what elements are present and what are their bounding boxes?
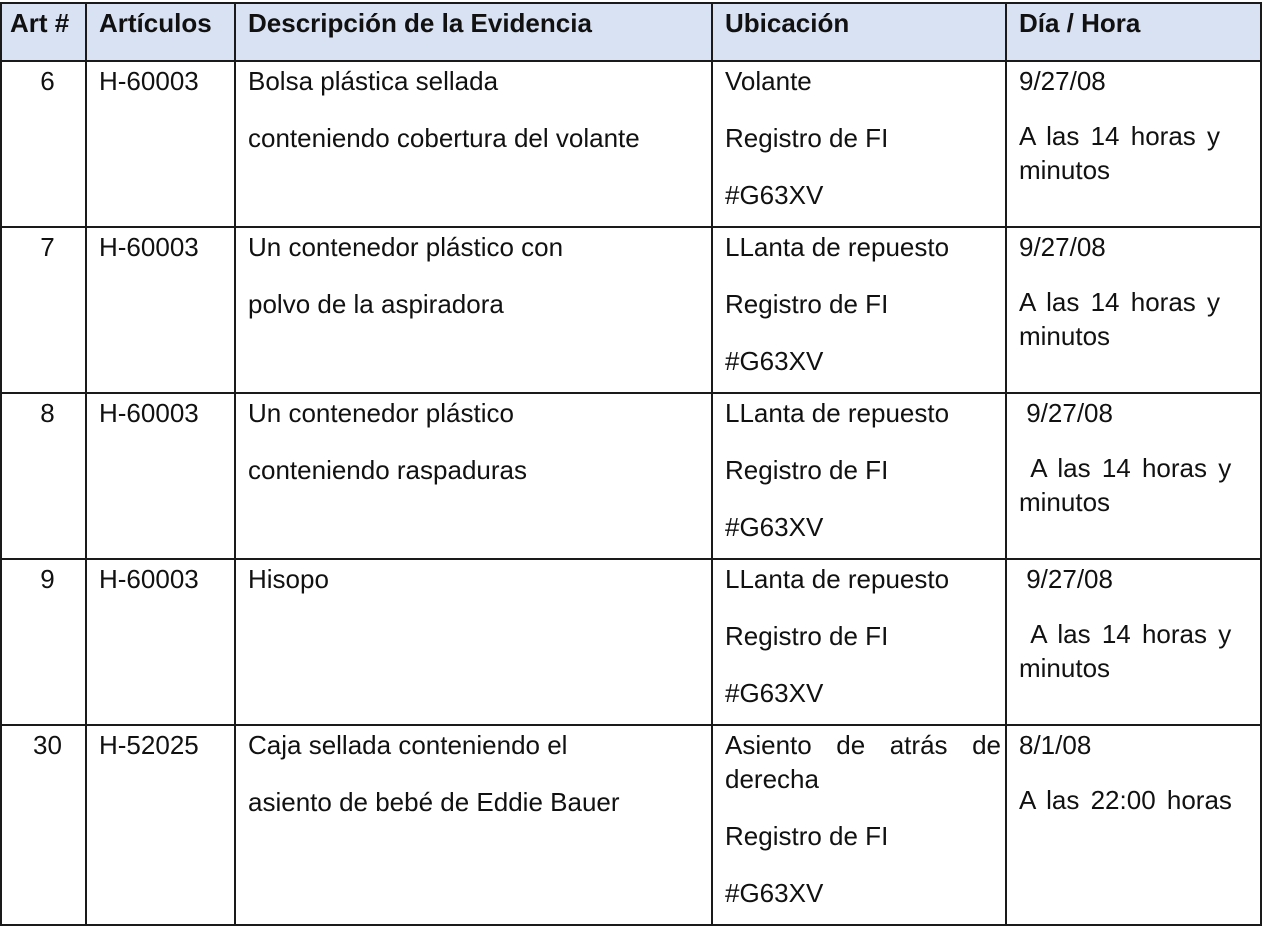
description-line: polvo de la aspiradora [248, 289, 504, 319]
description-line: conteniendo raspaduras [248, 455, 527, 485]
description-line: Bolsa plástica sellada [248, 66, 499, 96]
date-text: 9/27/08 [1019, 564, 1113, 594]
header-date-time: Día / Hora [1006, 3, 1261, 61]
description-cell [235, 393, 712, 559]
time-text: A las 14 horas y minutos [1019, 287, 1220, 351]
item-cell: H-52025 [86, 725, 235, 925]
description-line: conteniendo cobertura del volante [248, 123, 640, 153]
header-location: Ubicación [712, 3, 1006, 61]
location-line: #G63XV [725, 512, 824, 542]
time-text: A las 14 horas y minutos [1019, 619, 1243, 683]
location-line: #G63XV [725, 346, 824, 376]
time-text: A las 14 horas y minutos [1019, 121, 1220, 185]
date-time-cell [1006, 725, 1261, 925]
location-line: Registro de FI [725, 123, 889, 153]
location-line: Volante [725, 66, 812, 96]
date-time-cell [1006, 227, 1261, 393]
location-line: Registro de FI [725, 621, 889, 651]
description-cell [235, 227, 712, 393]
art-number-cell: 7 [1, 227, 86, 393]
location-cell [712, 559, 1006, 725]
evidence-table [0, 2, 1262, 926]
location-cell [712, 61, 1006, 227]
location-line: Registro de FI [725, 289, 889, 319]
date-time-cell [1006, 559, 1261, 725]
location-line: LLanta de repuesto [725, 232, 950, 262]
description-line: Hisopo [248, 564, 329, 594]
header-evidence-description: Descripción de la Evidencia [235, 3, 712, 61]
location-line: Registro de FI [725, 455, 889, 485]
description-cell [235, 725, 712, 925]
art-number-cell: 6 [1, 61, 86, 227]
description-line: Caja sellada conteniendo el [248, 730, 568, 760]
location-line: Asiento de atrás de derecha [725, 730, 1001, 794]
description-cell [235, 559, 712, 725]
date-time-cell [1006, 393, 1261, 559]
date-text: 8/1/08 [1019, 730, 1092, 760]
location-cell [712, 393, 1006, 559]
date-text: 9/27/08 [1019, 398, 1113, 428]
date-text: 9/27/08 [1019, 66, 1106, 96]
description-line: asiento de bebé de Eddie Bauer [248, 787, 620, 817]
description-line: Un contenedor plástico con [248, 232, 564, 262]
item-cell: H-60003 [86, 559, 235, 725]
location-line: LLanta de repuesto [725, 564, 950, 594]
table-row [1, 559, 1261, 725]
location-line: #G63XV [725, 678, 824, 708]
art-number-cell: 8 [1, 393, 86, 559]
table-row [1, 393, 1261, 559]
table-row [1, 61, 1261, 227]
header-art-number: Art # [1, 3, 86, 61]
date-text: 9/27/08 [1019, 232, 1106, 262]
art-number-cell: 30 [1, 725, 86, 925]
item-cell: H-60003 [86, 393, 235, 559]
location-cell [712, 227, 1006, 393]
location-line: #G63XV [725, 878, 824, 908]
location-line: Registro de FI [725, 821, 889, 851]
location-cell [712, 725, 1006, 925]
date-time-cell [1006, 61, 1261, 227]
table-row [1, 725, 1261, 925]
art-number-cell: 9 [1, 559, 86, 725]
location-line: LLanta de repuesto [725, 398, 950, 428]
item-cell: H-60003 [86, 227, 235, 393]
header-row [1, 3, 1261, 61]
description-line: Un contenedor plástico [248, 398, 514, 428]
table-row [1, 227, 1261, 393]
header-articles: Artículos [86, 3, 235, 61]
time-text: A las 22:00 horas [1019, 785, 1232, 815]
time-text: A las 14 horas y minutos [1019, 453, 1243, 517]
item-cell: H-60003 [86, 61, 235, 227]
location-line: #G63XV [725, 180, 824, 210]
description-cell [235, 61, 712, 227]
